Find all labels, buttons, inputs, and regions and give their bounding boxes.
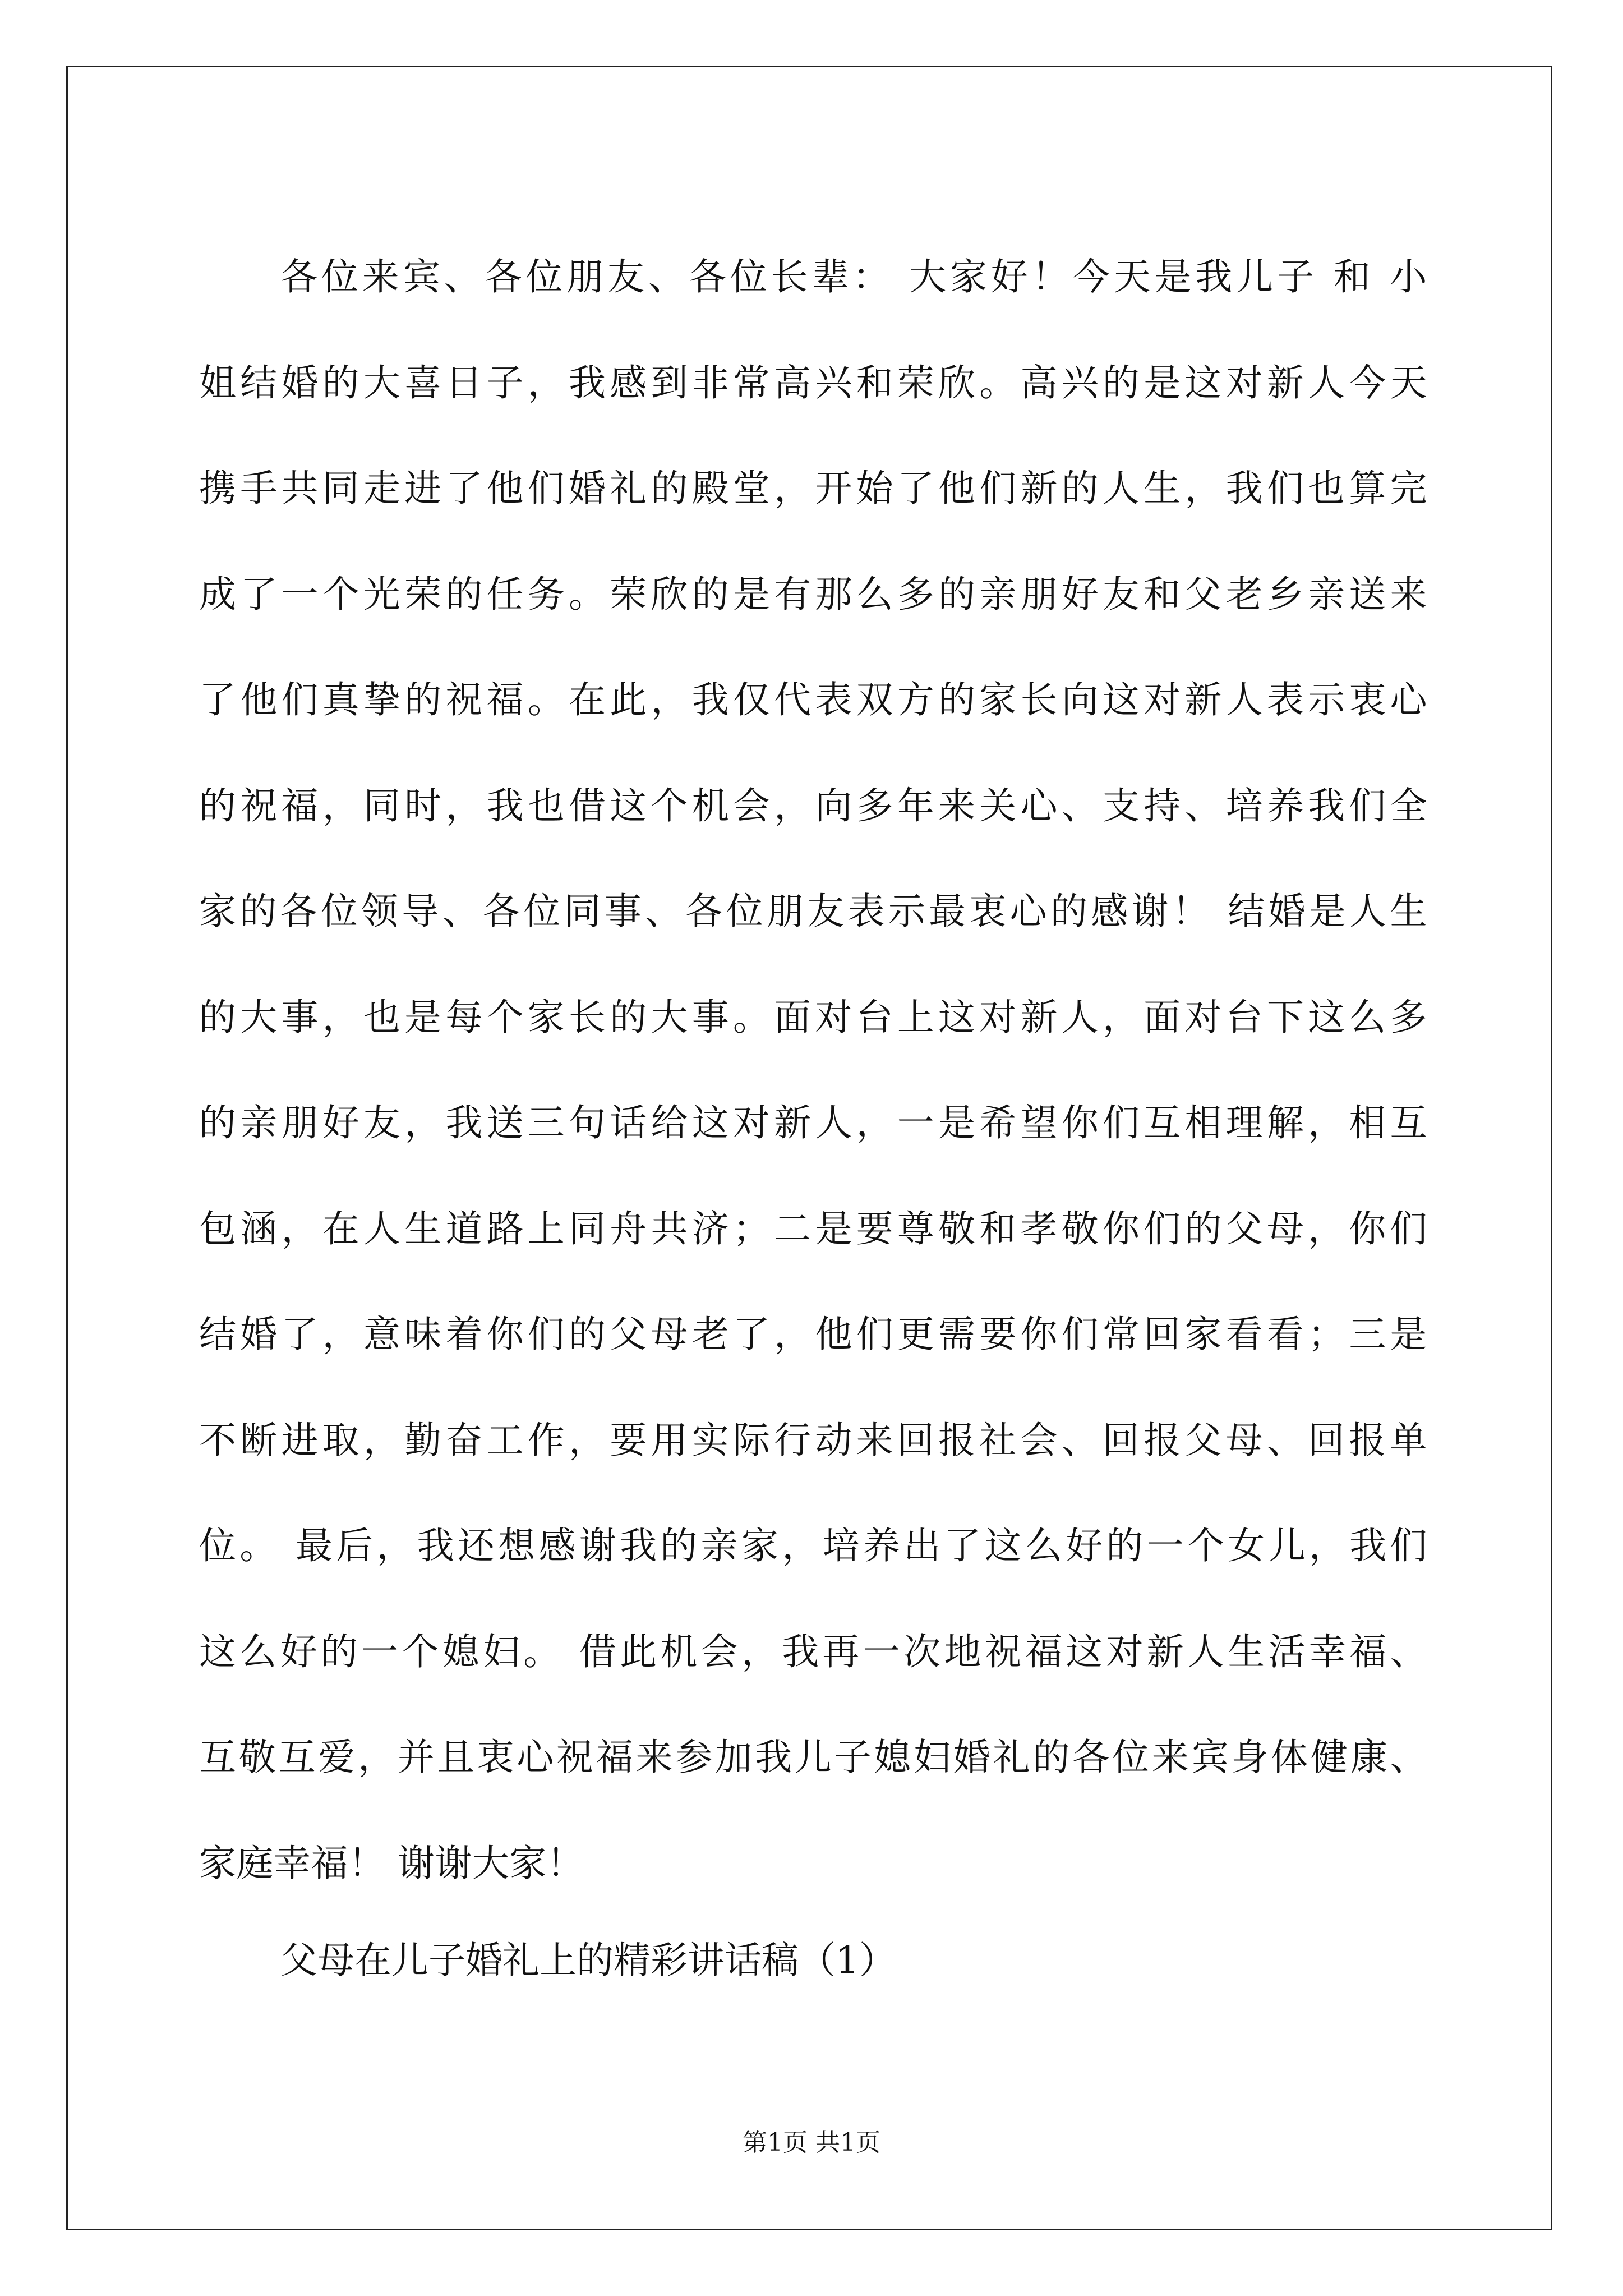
speech-line: 姐结婚的大喜日子，我感到非常高兴和荣欣。高兴的是这对新人今天 bbox=[199, 361, 1427, 404]
speech-line: 这么好的一个媳妇。 借此机会，我再一次地祝福这对新人生活幸福、 bbox=[199, 1630, 1427, 1673]
speech-line: 不断进取，勤奋工作，要用实际行动来回报社会、回报父母、回报单 bbox=[199, 1418, 1427, 1462]
document-title: 父母在儿子婚礼上的精彩讲话稿（1） bbox=[280, 1939, 896, 1982]
speech-line: 包涵，在人生道路上同舟共济；二是要尊敬和孝敬你们的父母，你们 bbox=[199, 1207, 1427, 1250]
speech-line: 携手共同走进了他们婚礼的殿堂，开始了他们新的人生，我们也算完 bbox=[199, 467, 1427, 510]
speech-line: 家的各位领导、各位同事、各位朋友表示最衷心的感谢！ 结婚是人生 bbox=[199, 890, 1427, 933]
page-footer: 第1页 共1页 bbox=[743, 2128, 880, 2157]
speech-line: 了他们真挚的祝福。在此，我仅代表双方的家长向这对新人表示衷心 bbox=[199, 678, 1427, 721]
speech-line: 的祝福，同时，我也借这个机会，向多年来关心、支持、培养我们全 bbox=[199, 784, 1427, 827]
speech-line: 结婚了，意味着你们的父母老了，他们更需要你们常回家看看；三是 bbox=[199, 1313, 1427, 1356]
speech-line: 互敬互爱，并且衷心祝福来参加我儿子媳妇婚礼的各位来宾身体健康、 bbox=[199, 1736, 1427, 1779]
speech-line: 的大事，也是每个家长的大事。面对台上这对新人，面对台下这么多 bbox=[199, 995, 1427, 1039]
speech-line: 家庭幸福！ 谢谢大家！ bbox=[199, 1841, 584, 1885]
speech-line: 各位来宾、各位朋友、各位长辈： 大家好！今天是我儿子 和 小 bbox=[280, 255, 1427, 298]
speech-line: 的亲朋好友，我送三句话给这对新人，一是希望你们互相理解，相互 bbox=[199, 1101, 1427, 1144]
speech-line: 位。 最后，我还想感谢我的亲家，培养出了这么好的一个女儿，我们 bbox=[199, 1524, 1427, 1567]
speech-body bbox=[199, 224, 1427, 1916]
speech-line: 成了一个光荣的任务。荣欣的是有那么多的亲朋好友和父老乡亲送来 bbox=[199, 572, 1427, 616]
